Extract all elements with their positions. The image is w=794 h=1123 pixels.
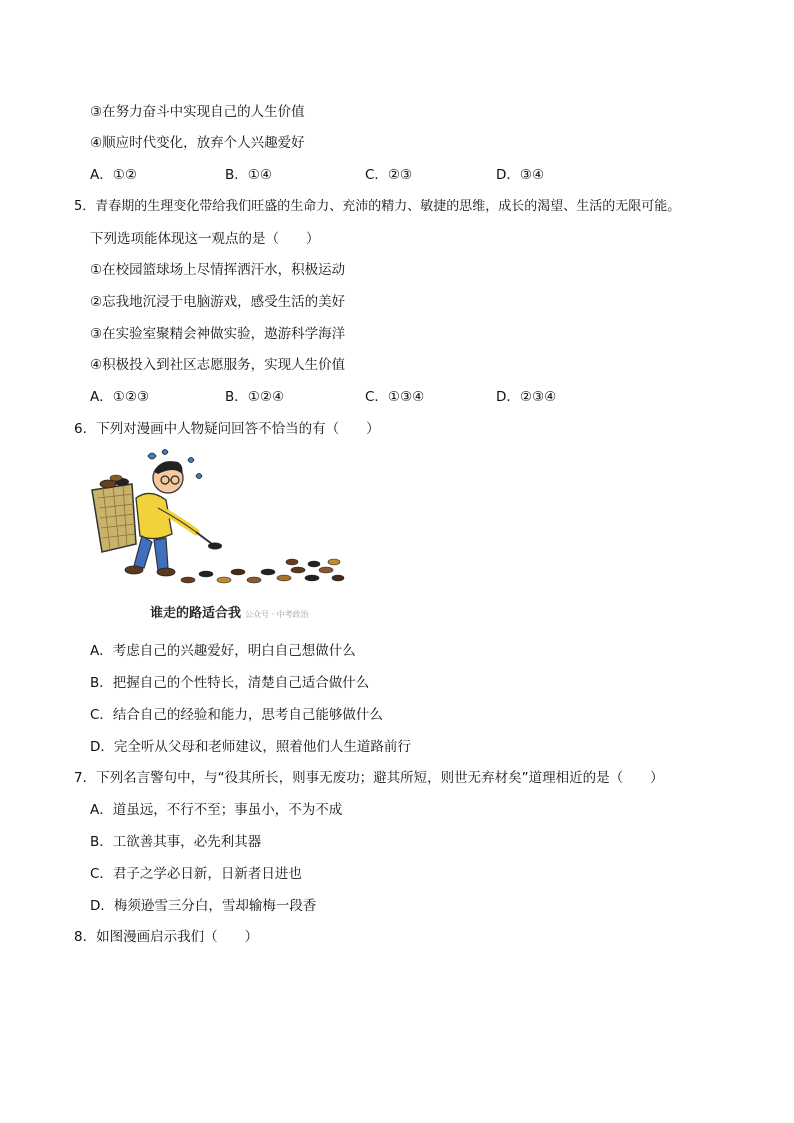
cartoon-caption [150, 602, 309, 621]
q6-option-b[interactable]: B．把握自己的个性特长，清楚自己适合做什么 [90, 675, 370, 691]
option-a[interactable]: A．①②③ [90, 389, 150, 405]
q5-statement-4: ④积极投入到社区志愿服务，实现人生价值 [90, 357, 346, 373]
cartoon-caption-text: 谁走的路适合我 [150, 606, 242, 621]
q6-stem: 6．下列对漫画中人物疑问回答不恰当的有（ ） [74, 421, 380, 437]
cartoon-image [88, 448, 350, 628]
prev-question-options [90, 166, 690, 184]
option-d[interactable]: D．③④ [496, 167, 545, 183]
option-b[interactable]: B．①④ [225, 167, 272, 183]
q5-statement-3: ③在实验室聚精会神做实验，遨游科学海洋 [90, 326, 346, 342]
option-b[interactable]: B．①②④ [225, 389, 285, 405]
q8-stem: 8．如图漫画启示我们（ ） [74, 929, 259, 945]
watermark-text: 公众号 · 中考政治 [245, 610, 309, 619]
q7-stem: 7．下列名言警句中，与“役其所长，则事无废功；避其所短，则世无弃材矣”道理相近的是（ ） [74, 770, 664, 786]
statement-4: ④顺应时代变化，放弃个人兴趣爱好 [90, 135, 305, 151]
q5-statement-1: ①在校园篮球场上尽情挥洒汗水，积极运动 [90, 262, 346, 278]
option-d[interactable]: D．②③④ [496, 389, 557, 405]
option-c[interactable]: C．②③ [365, 167, 413, 183]
q5-stem-line2: 下列选项能体现这一观点的是（ ） [90, 231, 320, 247]
q6-option-d[interactable]: D．完全听从父母和老师建议，照着他们人生道路前行 [90, 739, 411, 755]
q7-option-a[interactable]: A．道虽远，不行不至；事虽小，不为不成 [90, 802, 343, 818]
q7-option-b[interactable]: B．工欲善其事，必先利其器 [90, 834, 262, 850]
q5-stem-line1: 5．青春期的生理变化带给我们旺盛的生命力、充沛的精力、敏捷的思维，成长的渴望、生活的无限可能。 [74, 199, 681, 214]
statement-3: ③在努力奋斗中实现自己的人生价值 [90, 104, 305, 120]
q6-option-c[interactable]: C．结合自己的经验和能力，思考自己能够做什么 [90, 707, 383, 723]
q5-statement-2: ②忘我地沉浸于电脑游戏，感受生活的美好 [90, 294, 346, 310]
q7-option-d[interactable]: D．梅须逊雪三分白，雪却输梅一段香 [90, 898, 317, 914]
q7-option-c[interactable]: C．君子之学必日新，日新者日进也 [90, 866, 302, 882]
option-c[interactable]: C．①③④ [365, 389, 425, 405]
q5-options [90, 388, 690, 406]
cartoon-illustration [88, 448, 350, 598]
q6-option-a[interactable]: A．考虑自己的兴趣爱好，明白自己想做什么 [90, 643, 356, 659]
option-a[interactable]: A．①② [90, 167, 137, 183]
